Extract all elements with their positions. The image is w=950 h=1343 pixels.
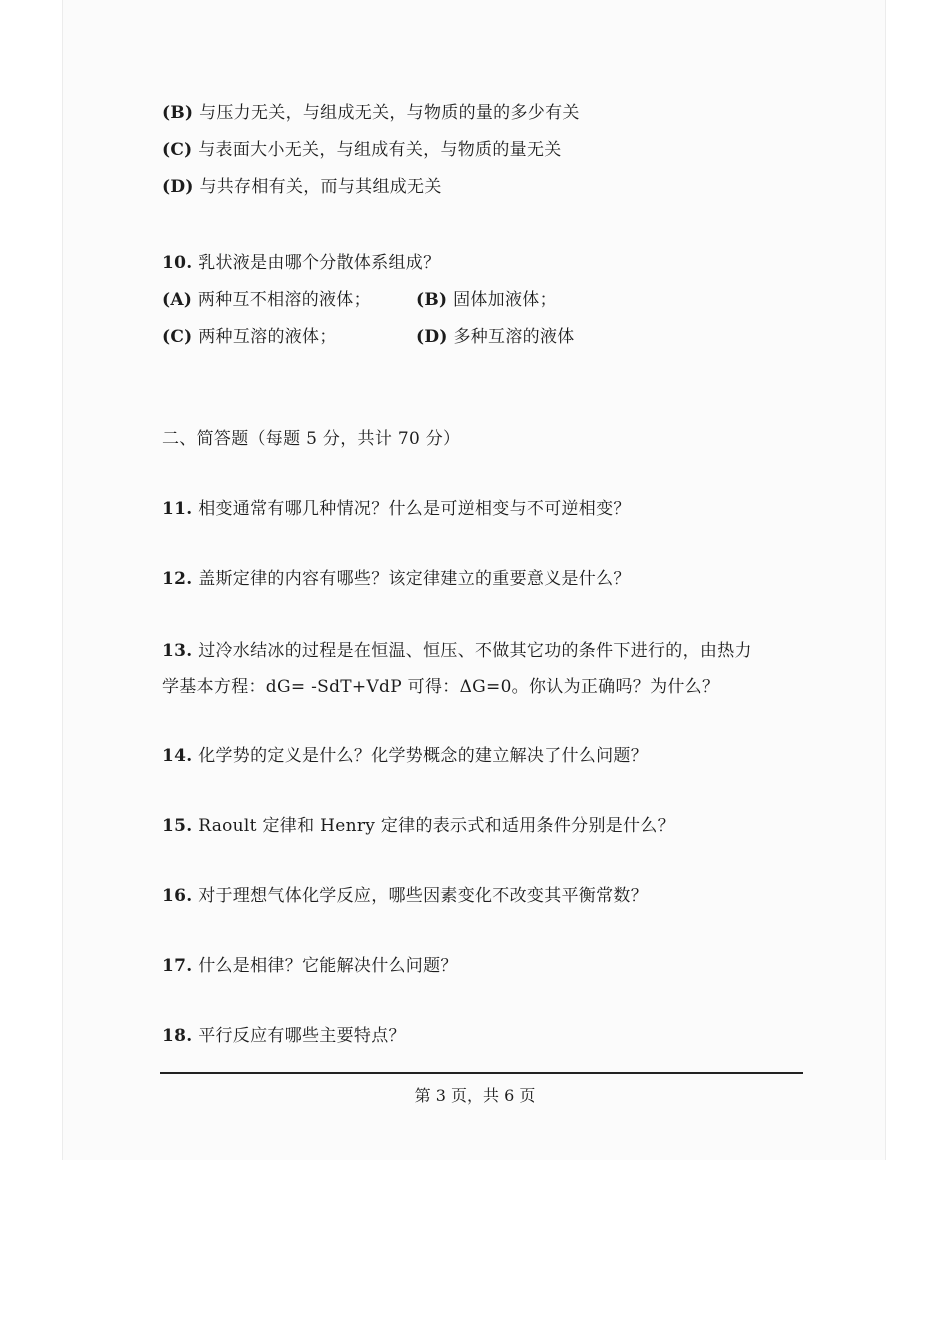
option-text: 固体加液体； — [453, 290, 557, 310]
footer-divider — [160, 1072, 803, 1074]
q9-option-c — [162, 138, 562, 162]
section-title: 二、简答题（每题 5 分，共计 70 分） — [162, 429, 461, 449]
option-text: 与共存相有关，而与其组成无关 — [199, 177, 442, 197]
question-15 — [162, 814, 675, 838]
question-14 — [162, 744, 648, 768]
question-12 — [162, 567, 631, 591]
page-number: 第 3 页，共 6 页 — [414, 1086, 536, 1105]
option-text: 两种互不相溶的液体； — [197, 290, 371, 310]
question-number: 16. — [162, 886, 193, 906]
q9-option-b — [162, 101, 580, 125]
q10-option-a — [162, 288, 371, 312]
question-number: 17. — [162, 956, 193, 976]
question-number: 10. — [162, 253, 193, 273]
question-16 — [162, 884, 648, 908]
option-text: 与表面大小无关，与组成有关，与物质的量无关 — [198, 140, 562, 160]
q10-stem — [162, 251, 440, 275]
question-number: 18. — [162, 1026, 193, 1046]
option-label: (C) — [162, 327, 193, 347]
q10-option-b — [416, 288, 557, 312]
option-label: (B) — [162, 103, 194, 123]
question-text: 盖斯定律的内容有哪些？该定律建立的重要意义是什么？ — [198, 569, 631, 589]
option-text: 与压力无关，与组成无关，与物质的量的多少有关 — [199, 103, 580, 123]
option-label: (D) — [416, 327, 448, 347]
question-text: 什么是相律？它能解决什么问题？ — [198, 956, 458, 976]
question-number: 12. — [162, 569, 193, 589]
q10-option-c — [162, 325, 337, 349]
option-text: 多种互溶的液体 — [453, 327, 575, 347]
question-text: 乳状液是由哪个分散体系组成？ — [198, 253, 441, 273]
question-number: 13. — [162, 641, 193, 661]
question-number: 11. — [162, 499, 193, 519]
option-label: (A) — [162, 290, 193, 310]
option-label: (D) — [162, 177, 194, 197]
question-13 — [162, 639, 752, 663]
question-text: 相变通常有哪几种情况？什么是可逆相变与不可逆相变？ — [198, 499, 631, 519]
q10-option-d — [416, 325, 575, 349]
question-17 — [162, 954, 458, 978]
question-text: 对于理想气体化学反应，哪些因素变化不改变其平衡常数？ — [198, 886, 649, 906]
question-13-continued — [162, 675, 719, 699]
question-text: 平行反应有哪些主要特点？ — [198, 1026, 406, 1046]
question-number: 15. — [162, 816, 193, 836]
question-text-continued: 学基本方程：dG= -SdT+VdP 可得：ΔG=0。你认为正确吗？为什么？ — [162, 677, 720, 697]
option-text: 两种互溶的液体； — [198, 327, 337, 347]
q9-option-d — [162, 175, 442, 199]
question-text: Raoult 定律和 Henry 定律的表示式和适用条件分别是什么？ — [198, 816, 675, 836]
option-label: (B) — [416, 290, 448, 310]
question-text: 化学势的定义是什么？化学势概念的建立解决了什么问题？ — [198, 746, 649, 766]
question-11 — [162, 497, 631, 521]
question-text: 过冷水结冰的过程是在恒温、恒压、不做其它功的条件下进行的，由热力 — [198, 641, 752, 661]
option-label: (C) — [162, 140, 193, 160]
question-number: 14. — [162, 746, 193, 766]
question-18 — [162, 1024, 406, 1048]
